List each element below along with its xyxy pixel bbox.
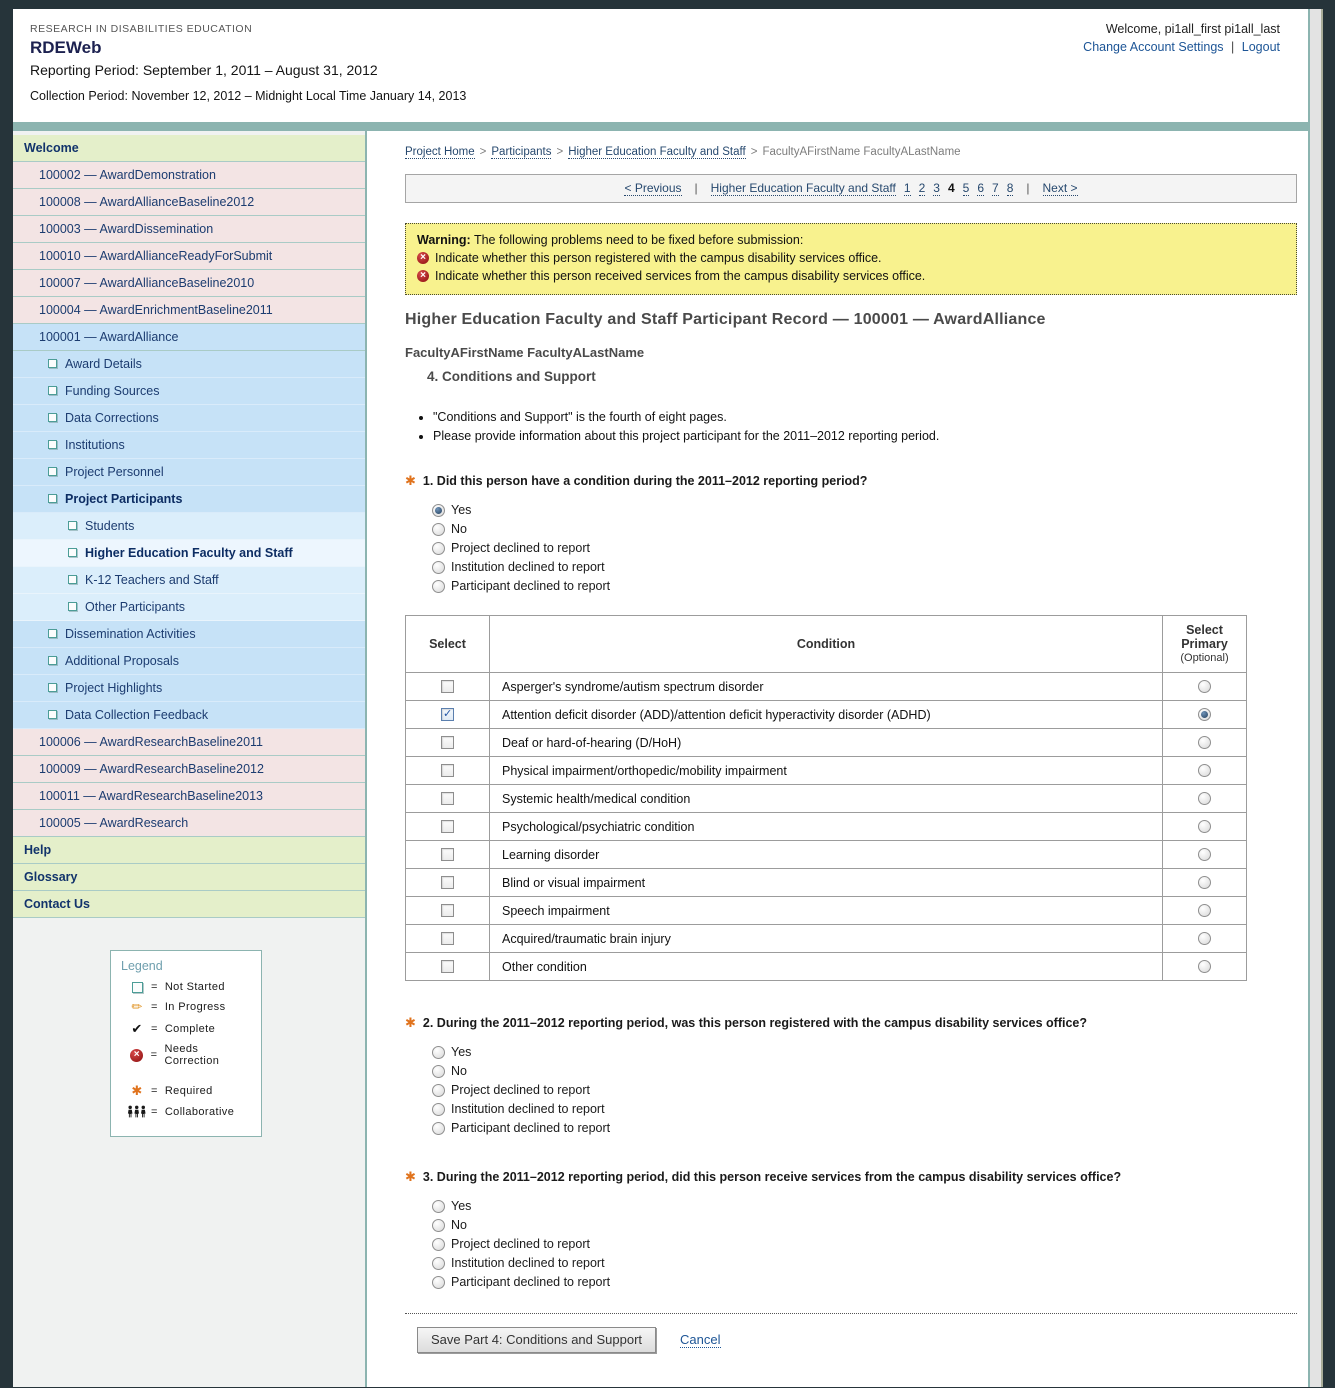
sidebar-item[interactable] (13, 540, 365, 567)
primary-radio[interactable] (1198, 764, 1211, 777)
select-cell (406, 925, 490, 953)
collection-period: Collection Period: November 12, 2012 – Midnight Local Time January 14, 2013 (30, 89, 467, 103)
radio-option[interactable] (432, 1199, 1297, 1213)
sidebar-item[interactable] (13, 351, 365, 378)
org-title: RESEARCH IN DISABILITIES EDUCATION (30, 23, 253, 35)
select-cell (406, 841, 490, 869)
reporting-period: Reporting Period: September 1, 2011 – August 31, 2012 (30, 62, 378, 78)
not-started-icon (127, 982, 147, 993)
page (13, 9, 1308, 1387)
pager (405, 174, 1297, 203)
legend-label: In Progress (164, 1001, 226, 1013)
radio-option-label: Project declined to report (451, 1237, 590, 1251)
not-started-icon (48, 467, 57, 476)
not-started-icon (48, 359, 57, 368)
not-started-icon (48, 494, 57, 503)
sidebar-item-label: Additional Proposals (65, 654, 179, 668)
condition-row (406, 897, 1247, 925)
condition-label: Other condition (490, 953, 1163, 981)
equals-sign: = (151, 1001, 158, 1013)
sidebar-item[interactable] (13, 189, 365, 216)
not-started-icon (68, 575, 77, 584)
section-link[interactable]: Higher Education Faculty and Staff (710, 181, 896, 195)
equals-sign: = (151, 1105, 158, 1118)
radio-button[interactable] (432, 561, 445, 574)
radio-option-label: No (451, 1064, 467, 1078)
sidebar-item-label: 100005 — AwardResearch (39, 816, 189, 830)
condition-label: Attention deficit disorder (ADD)/attention deficit hyperactivity disorder (ADHD) (490, 701, 1163, 729)
radio-group (432, 503, 1297, 593)
sidebar-item-label: Funding Sources (65, 384, 160, 398)
warning-problem (417, 251, 1285, 265)
legend-item (127, 1083, 255, 1099)
condition-checkbox[interactable] (441, 792, 454, 805)
sidebar-item-label: 100010 — AwardAllianceReadyForSubmit (39, 249, 273, 263)
breadcrumb-separator: > (750, 146, 758, 158)
sidebar-item[interactable] (13, 621, 365, 648)
select-cell (406, 757, 490, 785)
previous-link[interactable]: < Previous (624, 181, 682, 195)
sidebar-item-label: Contact Us (24, 897, 90, 911)
sidebar-item[interactable] (13, 135, 365, 162)
column-header-condition: Condition (490, 616, 1163, 673)
column-header-select: Select (406, 616, 490, 673)
sidebar-item[interactable] (13, 432, 365, 459)
footer-divider (405, 1313, 1297, 1314)
radio-button[interactable] (432, 1219, 445, 1232)
condition-label: Acquired/traumatic brain injury (490, 925, 1163, 953)
radio-button[interactable] (432, 1257, 445, 1270)
condition-checkbox[interactable] (441, 904, 454, 917)
question-text: 1. Did this person have a condition during the 2011–2012 reporting period? (422, 474, 868, 488)
radio-button[interactable] (432, 542, 445, 555)
check-icon: ✔ (131, 1021, 143, 1036)
asterisk-icon: ✱ (131, 1083, 143, 1098)
sidebar-item[interactable] (13, 756, 365, 783)
primary-cell (1163, 673, 1247, 701)
radio-option[interactable] (432, 560, 1297, 574)
question-text: 2. During the 2011–2012 reporting period, was this person registered with the campus disability services office? (422, 1016, 1088, 1030)
radio-option[interactable] (432, 522, 1297, 536)
page-link[interactable]: 3 (933, 181, 940, 195)
legend-label: Not Started (164, 981, 225, 993)
condition-row (406, 729, 1247, 757)
condition-label: Systemic health/medical condition (490, 785, 1163, 813)
required-icon: ✱ (405, 1015, 416, 1030)
condition-checkbox[interactable] (441, 820, 454, 833)
breadcrumb-link[interactable]: Project Home (405, 146, 475, 158)
sidebar-item-label: 100011 — AwardResearchBaseline2013 (39, 789, 263, 803)
radio-option-label: Yes (451, 503, 472, 517)
sidebar-item[interactable] (13, 783, 365, 810)
sidebar-item-label: Institutions (65, 438, 125, 452)
condition-checkbox[interactable] (441, 932, 454, 945)
primary-radio[interactable] (1198, 848, 1211, 861)
sidebar-item-label: Welcome (24, 141, 79, 155)
sidebar-item-label: 100001 — AwardAlliance (39, 330, 179, 344)
legend-item (127, 1021, 255, 1037)
sidebar-item[interactable] (13, 729, 365, 756)
condition-label: Learning disorder (490, 841, 1163, 869)
radio-option[interactable] (432, 1045, 1297, 1059)
condition-label: Asperger's syndrome/autism spectrum disorder (490, 673, 1163, 701)
breadcrumb-separator: > (479, 146, 487, 158)
select-cell (406, 813, 490, 841)
radio-option[interactable] (432, 579, 1297, 593)
page-link[interactable]: 5 (962, 181, 970, 195)
page-link[interactable]: 6 (977, 181, 984, 195)
sidebar-item-label: Other Participants (85, 600, 186, 614)
condition-checkbox[interactable] (441, 876, 454, 889)
radio-button[interactable] (432, 1238, 445, 1251)
radio-button[interactable] (432, 1065, 445, 1078)
radio-option-label: Project declined to report (451, 541, 590, 555)
page-notes (433, 410, 1297, 443)
next-link[interactable]: Next > (1042, 181, 1078, 195)
sidebar-item[interactable] (13, 162, 365, 189)
radio-option[interactable] (432, 1083, 1297, 1097)
sidebar-item-label: 100008 — AwardAllianceBaseline2012 (39, 195, 255, 209)
equals-sign: = (151, 1085, 158, 1097)
question-line (405, 1169, 1297, 1185)
sidebar-item[interactable] (13, 594, 365, 621)
primary-radio[interactable] (1198, 876, 1211, 889)
not-started-icon (48, 440, 57, 449)
sidebar-item[interactable] (13, 459, 365, 486)
question-line (405, 473, 1297, 489)
select-cell (406, 869, 490, 897)
primary-cell (1163, 729, 1247, 757)
primary-radio[interactable] (1198, 820, 1211, 833)
note-item: • Please provide information about this project participant for the 2011–2012 reporting period. (433, 429, 1297, 443)
primary-radio[interactable] (1198, 904, 1211, 917)
legend-label: Needs Correction (164, 1043, 220, 1067)
sidebar-item[interactable] (13, 864, 365, 891)
radio-option-label: Institution declined to report (451, 1102, 605, 1116)
condition-row (406, 673, 1247, 701)
warning-problem (417, 269, 1285, 283)
radio-option[interactable] (432, 1256, 1297, 1270)
condition-row (406, 841, 1247, 869)
sidebar-item[interactable] (13, 675, 365, 702)
condition-checkbox[interactable] (441, 848, 454, 861)
not-started-icon (48, 629, 57, 638)
legend-item (127, 1043, 255, 1067)
sidebar-item[interactable] (13, 405, 365, 432)
sidebar-item[interactable] (13, 270, 365, 297)
sidebar-item[interactable] (13, 243, 365, 270)
warning-box (405, 223, 1297, 295)
not-started-icon (48, 710, 57, 719)
pencil-icon: ✏ (131, 999, 143, 1014)
sidebar-item[interactable] (13, 378, 365, 405)
not-started-icon (68, 602, 77, 611)
link-separator: | (1231, 40, 1235, 54)
radio-option[interactable] (432, 541, 1297, 555)
question-line (405, 1015, 1297, 1031)
sidebar-item[interactable] (13, 567, 365, 594)
equals-sign: = (150, 1049, 158, 1061)
radio-option-label: Participant declined to report (451, 579, 611, 593)
sidebar-item[interactable] (13, 486, 365, 513)
radio-button[interactable] (432, 504, 445, 517)
primary-cell (1163, 813, 1247, 841)
sidebar-item-label: Project Participants (65, 492, 183, 506)
radio-button[interactable] (432, 1103, 445, 1116)
condition-checkbox[interactable] (441, 708, 454, 721)
sidebar-item-label: Glossary (24, 870, 78, 884)
question-1 (405, 473, 1297, 593)
primary-radio[interactable] (1198, 708, 1211, 721)
legend-item (127, 1105, 255, 1118)
legend (110, 950, 262, 1137)
radio-option-label: Yes (451, 1045, 472, 1059)
legend-item (127, 999, 255, 1015)
app-header (13, 9, 1308, 122)
question-text: 3. During the 2011–2012 reporting period, did this person receive services from the campus disability services office? (422, 1170, 1122, 1184)
section-title: 4. Conditions and Support (427, 369, 596, 384)
bottom-band (0, 1388, 1335, 1398)
page-link[interactable]: 7 (992, 181, 999, 195)
condition-row (406, 785, 1247, 813)
warning-intro: Warning: The following problems need to be fixed before submission: (417, 233, 804, 247)
sidebar-item-label: 100007 — AwardAllianceBaseline2010 (39, 276, 255, 290)
sidebar-item[interactable] (13, 648, 365, 675)
warning-problem-text: Indicate whether this person received services from the campus disability services office. (435, 269, 926, 283)
current-page: 4 (947, 181, 955, 195)
select-cell (406, 701, 490, 729)
condition-label: Blind or visual impairment (490, 869, 1163, 897)
condition-row (406, 813, 1247, 841)
primary-radio[interactable] (1198, 680, 1211, 693)
sidebar-item-label: Dissemination Activities (65, 627, 196, 641)
primary-radio[interactable] (1198, 792, 1211, 805)
equals-sign: = (151, 1023, 158, 1035)
condition-checkbox[interactable] (441, 680, 454, 693)
welcome-user: Welcome, pi1all_first pi1all_last (1105, 22, 1280, 36)
sidebar-item-label: K-12 Teachers and Staff (85, 573, 219, 587)
radio-option-label: Institution declined to report (451, 560, 605, 574)
radio-button[interactable] (432, 1046, 445, 1059)
not-started-icon (68, 521, 77, 530)
radio-button[interactable] (432, 1084, 445, 1097)
participant-name: FacultyAFirstName FacultyALastName (405, 345, 645, 360)
sidebar-item-label: Help (24, 843, 52, 857)
warning-problem-text: Indicate whether this person registered with the campus disability services office. (435, 251, 882, 265)
condition-checkbox[interactable] (441, 736, 454, 749)
required-icon: ✱ (405, 1169, 416, 1184)
select-cell (406, 729, 490, 757)
primary-cell (1163, 841, 1247, 869)
page-link[interactable]: 2 (918, 181, 926, 195)
equals-sign: = (151, 981, 158, 993)
not-started-icon (48, 656, 57, 665)
sidebar-item-label: Data Corrections (65, 411, 159, 425)
sidebar-item-label: Project Personnel (65, 465, 164, 479)
sidebar-item[interactable] (13, 702, 365, 729)
legend-label: Complete (164, 1023, 216, 1035)
sidebar-item[interactable] (13, 324, 365, 351)
logout-link[interactable]: Logout (1241, 40, 1280, 54)
pager-separator: | (694, 181, 698, 195)
note-item: • "Conditions and Support" is the fourth of eight pages. (433, 410, 1297, 424)
not-started-icon (48, 413, 57, 422)
primary-cell (1163, 953, 1247, 981)
error-icon: × (127, 1049, 147, 1062)
not-started-icon (48, 683, 57, 692)
change-account-settings-link[interactable]: Change Account Settings (1083, 40, 1224, 54)
radio-option[interactable] (432, 1121, 1297, 1135)
pager-separator: | (1026, 181, 1030, 195)
breadcrumb-link[interactable]: Higher Education Faculty and Staff (568, 146, 746, 158)
column-header-primary: Select Primary (Optional) (1163, 616, 1247, 673)
condition-label: Psychological/psychiatric condition (490, 813, 1163, 841)
radio-option-label: No (451, 1218, 467, 1232)
sidebar-item-label: 100003 — AwardDissemination (39, 222, 214, 236)
sidebar-item-label: 100004 — AwardEnrichmentBaseline2011 (39, 303, 273, 317)
sidebar-item-label: Award Details (65, 357, 142, 371)
error-icon: × (417, 252, 429, 264)
radio-option[interactable] (432, 1102, 1297, 1116)
sidebar-item-label: 100002 — AwardDemonstration (39, 168, 216, 182)
primary-radio[interactable] (1198, 960, 1211, 973)
radio-option[interactable] (432, 1237, 1297, 1251)
account-area (1083, 22, 1280, 54)
condition-checkbox[interactable] (441, 960, 454, 973)
cancel-link[interactable]: Cancel (680, 1332, 721, 1347)
sidebar-item-label: 100009 — AwardResearchBaseline2012 (39, 762, 264, 776)
radio-option-label: Participant declined to report (451, 1121, 611, 1135)
radio-group (432, 1045, 1297, 1135)
required-icon: ✱ (405, 473, 416, 488)
select-cell (406, 897, 490, 925)
sidebar-item[interactable] (13, 297, 365, 324)
sidebar-item-label: Project Highlights (65, 681, 163, 695)
legend-label: Collaborative (164, 1105, 235, 1118)
primary-radio[interactable] (1198, 736, 1211, 749)
sidebar-item[interactable] (13, 891, 365, 918)
error-icon: × (417, 270, 429, 282)
sidebar-item-label: Higher Education Faculty and Staff (85, 546, 293, 560)
condition-label: Physical impairment/orthopedic/mobility impairment (490, 757, 1163, 785)
sidebar-item[interactable] (13, 810, 365, 837)
select-cell (406, 953, 490, 981)
sidebar-item[interactable] (13, 216, 365, 243)
radio-option[interactable] (432, 503, 1297, 517)
app-title: RDEWeb (30, 38, 102, 57)
sidebar-item[interactable] (13, 837, 365, 864)
breadcrumb-current: FacultyAFirstName FacultyALastName (762, 146, 961, 158)
radio-option-label: Project declined to report (451, 1083, 590, 1097)
page-title: Higher Education Faculty and Staff Participant Record — 100001 — AwardAlliance (405, 311, 1046, 328)
people-icon (127, 1105, 147, 1118)
question-3 (405, 1169, 1297, 1289)
main-content (367, 131, 1308, 1387)
primary-cell (1163, 869, 1247, 897)
breadcrumb-separator: > (556, 146, 564, 158)
page-link[interactable]: 8 (1006, 181, 1014, 195)
radio-option-label: No (451, 522, 467, 536)
not-started-icon (68, 548, 77, 557)
not-started-icon (48, 386, 57, 395)
radio-button[interactable] (432, 580, 445, 593)
sidebar (13, 131, 367, 1387)
select-cell (406, 673, 490, 701)
condition-row (406, 757, 1247, 785)
condition-row (406, 869, 1247, 897)
page-link[interactable]: 1 (903, 181, 911, 195)
radio-button[interactable] (432, 1200, 445, 1213)
save-button[interactable]: Save Part 4: Conditions and Support (417, 1327, 656, 1353)
condition-row (406, 925, 1247, 953)
radio-option[interactable] (432, 1275, 1297, 1289)
radio-option-label: Participant declined to report (451, 1275, 611, 1289)
primary-cell (1163, 897, 1247, 925)
radio-button[interactable] (432, 1122, 445, 1135)
sidebar-item[interactable] (13, 513, 365, 540)
breadcrumb-link[interactable]: Participants (491, 146, 552, 158)
condition-table (405, 615, 1247, 981)
radio-button[interactable] (432, 523, 445, 536)
radio-option-label: Institution declined to report (451, 1256, 605, 1270)
sidebar-item-label: 100006 — AwardResearchBaseline2011 (39, 735, 263, 749)
condition-label: Speech impairment (490, 897, 1163, 925)
primary-cell (1163, 701, 1247, 729)
sidebar-item-label: Data Collection Feedback (65, 708, 209, 722)
legend-item (127, 981, 255, 993)
scrollbar-track[interactable] (1308, 9, 1323, 1387)
primary-cell (1163, 785, 1247, 813)
header-divider-bar (13, 122, 1308, 131)
sidebar-item-label: Students (85, 519, 135, 533)
primary-cell (1163, 757, 1247, 785)
breadcrumb (405, 146, 1297, 158)
question-2 (405, 1015, 1297, 1135)
condition-row (406, 953, 1247, 981)
primary-cell (1163, 925, 1247, 953)
radio-option[interactable] (432, 1064, 1297, 1078)
select-cell (406, 785, 490, 813)
primary-radio[interactable] (1198, 932, 1211, 945)
radio-button[interactable] (432, 1276, 445, 1289)
condition-checkbox[interactable] (441, 764, 454, 777)
condition-row (406, 701, 1247, 729)
radio-group (432, 1199, 1297, 1289)
radio-option-label: Yes (451, 1199, 472, 1213)
condition-label: Deaf or hard-of-hearing (D/HoH) (490, 729, 1163, 757)
legend-title: Legend (121, 959, 163, 973)
legend-label: Required (164, 1085, 213, 1097)
radio-option[interactable] (432, 1218, 1297, 1232)
